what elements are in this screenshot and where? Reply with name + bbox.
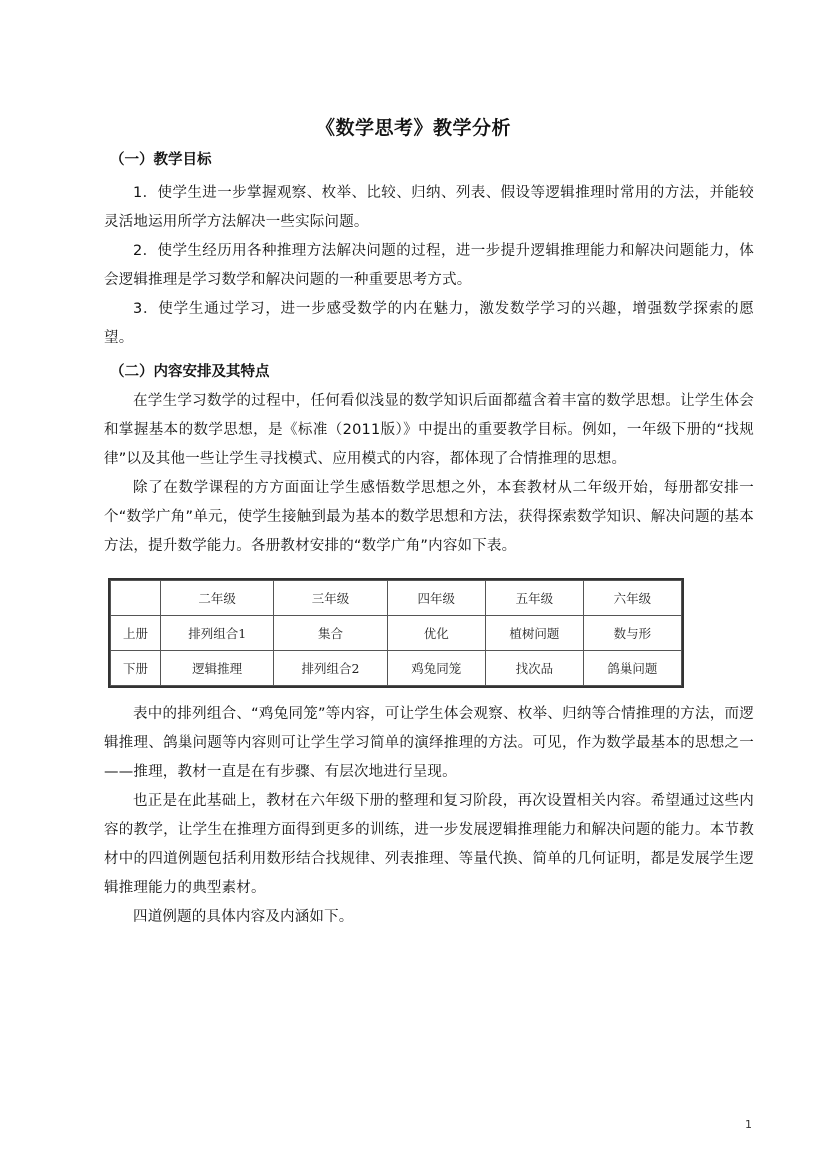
table-cell: 下册 [111, 651, 161, 686]
document-title: 《数学思考》教学分析 [315, 117, 511, 139]
table-header-cell: 四年级 [387, 581, 485, 616]
table-cell: 优化 [387, 616, 485, 651]
table-cell: 找次品 [485, 651, 583, 686]
table-cell: 逻辑推理 [161, 651, 274, 686]
table-cell: 植树问题 [485, 616, 583, 651]
table-header-cell: 六年级 [583, 581, 681, 616]
table-cell: 鸡兔同笼 [387, 651, 485, 686]
table-cell: 排列组合2 [274, 651, 387, 686]
goal-paragraph: 2．使学生经历用各种推理方法解决问题的过程，进一步提升逻辑推理能力和解决问题能力，体会逻辑推理是学习数学和解决问题的一种重要思考方式。 [104, 243, 754, 288]
table-header-cell: 二年级 [161, 581, 274, 616]
document-body [104, 150, 754, 932]
body-paragraph: 在学生学习数学的过程中，任何看似浅显的数学知识后面都蕴含着丰富的数学思想。让学生体会和掌握基本的数学思想，是《标准（2011版）》中提出的重要教学目标。例如，一年级下册的“找规律”以及其他一些让学生寻找模式、应用模式的内容，都体现了合情推理的思想。 [104, 393, 754, 467]
table-cell: 排列组合1 [161, 616, 274, 651]
body-paragraph: 表中的排列组合、“鸡兔同笼”等内容，可让学生体会观察、枚举、归纳等合情推理的方法，而逻辑推理、鸽巢问题等内容则可让学生学习简单的演绎推理的方法。可见，作为数学最基本的思想之一——推理，教材一直是在有步骤、有层次地进行呈现。 [104, 706, 754, 780]
body-paragraph: 四道例题的具体内容及内涵如下。 [133, 909, 354, 925]
table-header-row [111, 581, 682, 616]
section-heading-content-arrangement: （二）内容安排及其特点 [110, 364, 270, 380]
body-paragraph: 也正是在此基础上，教材在六年级下册的整理和复习阶段，再次设置相关内容。希望通过这些内容的教学，让学生在推理方面得到更多的训练，进一步发展逻辑推理能力和解决问题的能力。本节教材中的四道例题包括利用数形结合找规律、列表推理、等量代换、简单的几何证明，都是发展学生逻辑推理能力的典型素材。 [104, 793, 754, 896]
table-cell: 鸽巢问题 [583, 651, 681, 686]
section-heading-teaching-goals: （一）教学目标 [110, 152, 212, 168]
goal-paragraph: 3．使学生通过学习，进一步感受数学的内在魅力，激发数学学习的兴趣，增强数学探索的愿望。 [104, 301, 754, 346]
table-row [111, 651, 682, 686]
body-paragraph: 除了在数学课程的方方面面让学生感悟数学思想之外，本套教材从二年级开始，每册都安排一个“数学广角”单元，使学生接触到最为基本的数学思想和方法，获得探索数学知识、解决问题的基本方法，提升数学能力。各册教材安排的“数学广角”内容如下表。 [104, 480, 754, 554]
math-corner-table-frame [108, 578, 684, 688]
table-header-cell [111, 581, 161, 616]
goals-list [104, 179, 754, 353]
table-cell: 上册 [111, 616, 161, 651]
table-header-cell: 三年级 [274, 581, 387, 616]
math-corner-table [110, 580, 682, 686]
table-cell: 集合 [274, 616, 387, 651]
table-cell: 数与形 [583, 616, 681, 651]
table-header-cell: 五年级 [485, 581, 583, 616]
table-row [111, 616, 682, 651]
goal-paragraph: 1．使学生进一步掌握观察、枚举、比较、归纳、列表、假设等逻辑推理时常用的方法，并能较灵活地运用所学方法解决一些实际问题。 [104, 185, 754, 230]
page-number: 1 [745, 1118, 752, 1131]
